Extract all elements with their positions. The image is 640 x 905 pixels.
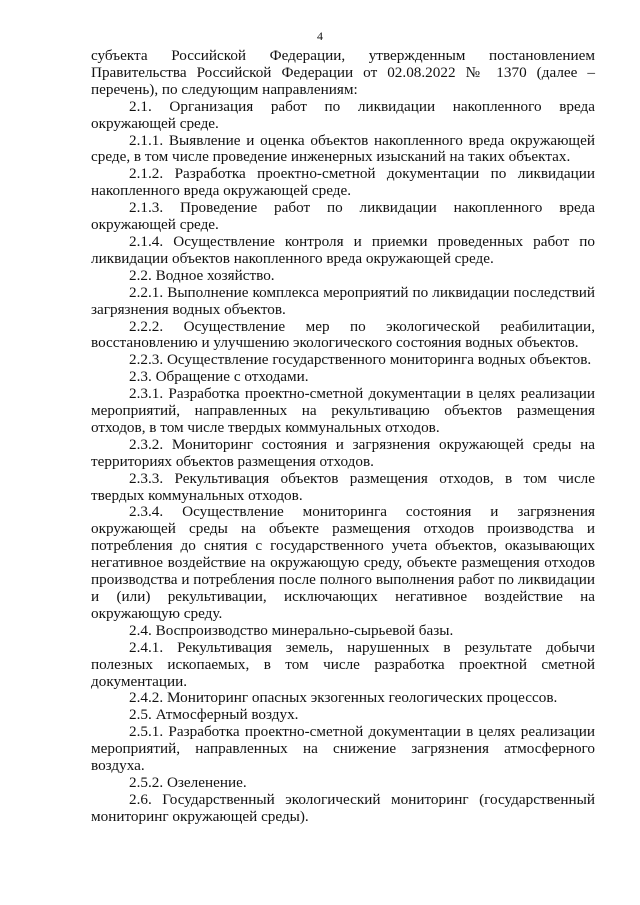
section-2-1-2: 2.1.2. Разработка проектно-сметной документации по ликвидации накопленного вреда окружающей среде. <box>91 165 595 200</box>
section-2-1: 2.1. Организация работ по ликвидации накопленного вреда окружающей среде. <box>91 97 595 132</box>
section-2-2: 2.2. Водное хозяйство. <box>129 266 275 284</box>
section-2-1-1: 2.1.1. Выявление и оценка объектов накопленного вреда окружающей среде, в том числе проведение инженерных изысканий на таких объектах. <box>91 131 595 166</box>
section-2-4-2: 2.4.2. Мониторинг опасных экзогенных геологических процессов. <box>129 689 558 707</box>
section-2-1-4: 2.1.4. Осуществление контроля и приемки проведенных работ по ликвидации объектов накопленного вреда окружающей среде. <box>91 232 595 267</box>
section-2-3-1: 2.3.1. Разработка проектно-сметной документации в целях реализации мероприятий, направленных на рекультивацию объектов размещения отходов, в том числе твердых коммунальных отходов. <box>91 385 595 436</box>
section-2-2-3: 2.2.3. Осуществление государственного мониторинга водных объектов. <box>129 351 592 369</box>
section-2-3-4: 2.3.4. Осуществление мониторинга состояния и загрязнения окружающей среды на объекте размещения отходов производства и потребления до снятия с государственного учета объектов, оказывающих негативное воздействие на окружающую среду, объекте размещения отходов производства и потребления после полного выполнения работ по ликвидации и (или) рекультивации, исключающих негативное воздействие на окружающую среду. <box>91 503 595 622</box>
section-2-3-2: 2.3.2. Мониторинг состояния и загрязнения окружающей среды на территориях объектов размещения отходов. <box>91 435 595 470</box>
section-2-2-1: 2.2.1. Выполнение комплекса мероприятий по ликвидации последствий загрязнения водных объектов. <box>91 283 595 318</box>
section-2-3: 2.3. Обращение с отходами. <box>129 368 309 386</box>
document-body <box>91 48 595 826</box>
section-2-1-3: 2.1.3. Проведение работ по ликвидации накопленного вреда окружающей среде. <box>91 199 595 234</box>
section-2-2-2: 2.2.2. Осуществление мер по экологической реабилитации, восстановлению и улучшению экологического состояния водных объектов. <box>91 317 595 352</box>
section-2-5: 2.5. Атмосферный воздух. <box>129 706 299 724</box>
section-2-5-1: 2.5.1. Разработка проектно-сметной документации в целях реализации мероприятий, направленных на снижение загрязнения атмосферного воздуха. <box>91 723 595 775</box>
page-number: 4 <box>317 29 323 43</box>
section-2-5-2: 2.5.2. Озеленение. <box>129 773 247 791</box>
section-2-4-1: 2.4.1. Рекультивация земель, нарушенных в результате добычи полезных ископаемых, в том числе разработка проектной сметной документации. <box>91 638 595 690</box>
intro-paragraph: субъекта Российской Федерации, утвержденным постановлением Правительства Российской Федерации от 02.08.2022 № 1370 (далее – перечень), по следующим направлениям: <box>91 47 595 98</box>
section-2-6: 2.6. Государственный экологический мониторинг (государственный мониторинг окружающей среды). <box>91 790 595 825</box>
section-2-3-3: 2.3.3. Рекультивация объектов размещения отходов, в том числе твердых коммунальных отходов. <box>91 469 595 504</box>
section-2-4: 2.4. Воспроизводство минерально-сырьевой базы. <box>129 621 454 639</box>
